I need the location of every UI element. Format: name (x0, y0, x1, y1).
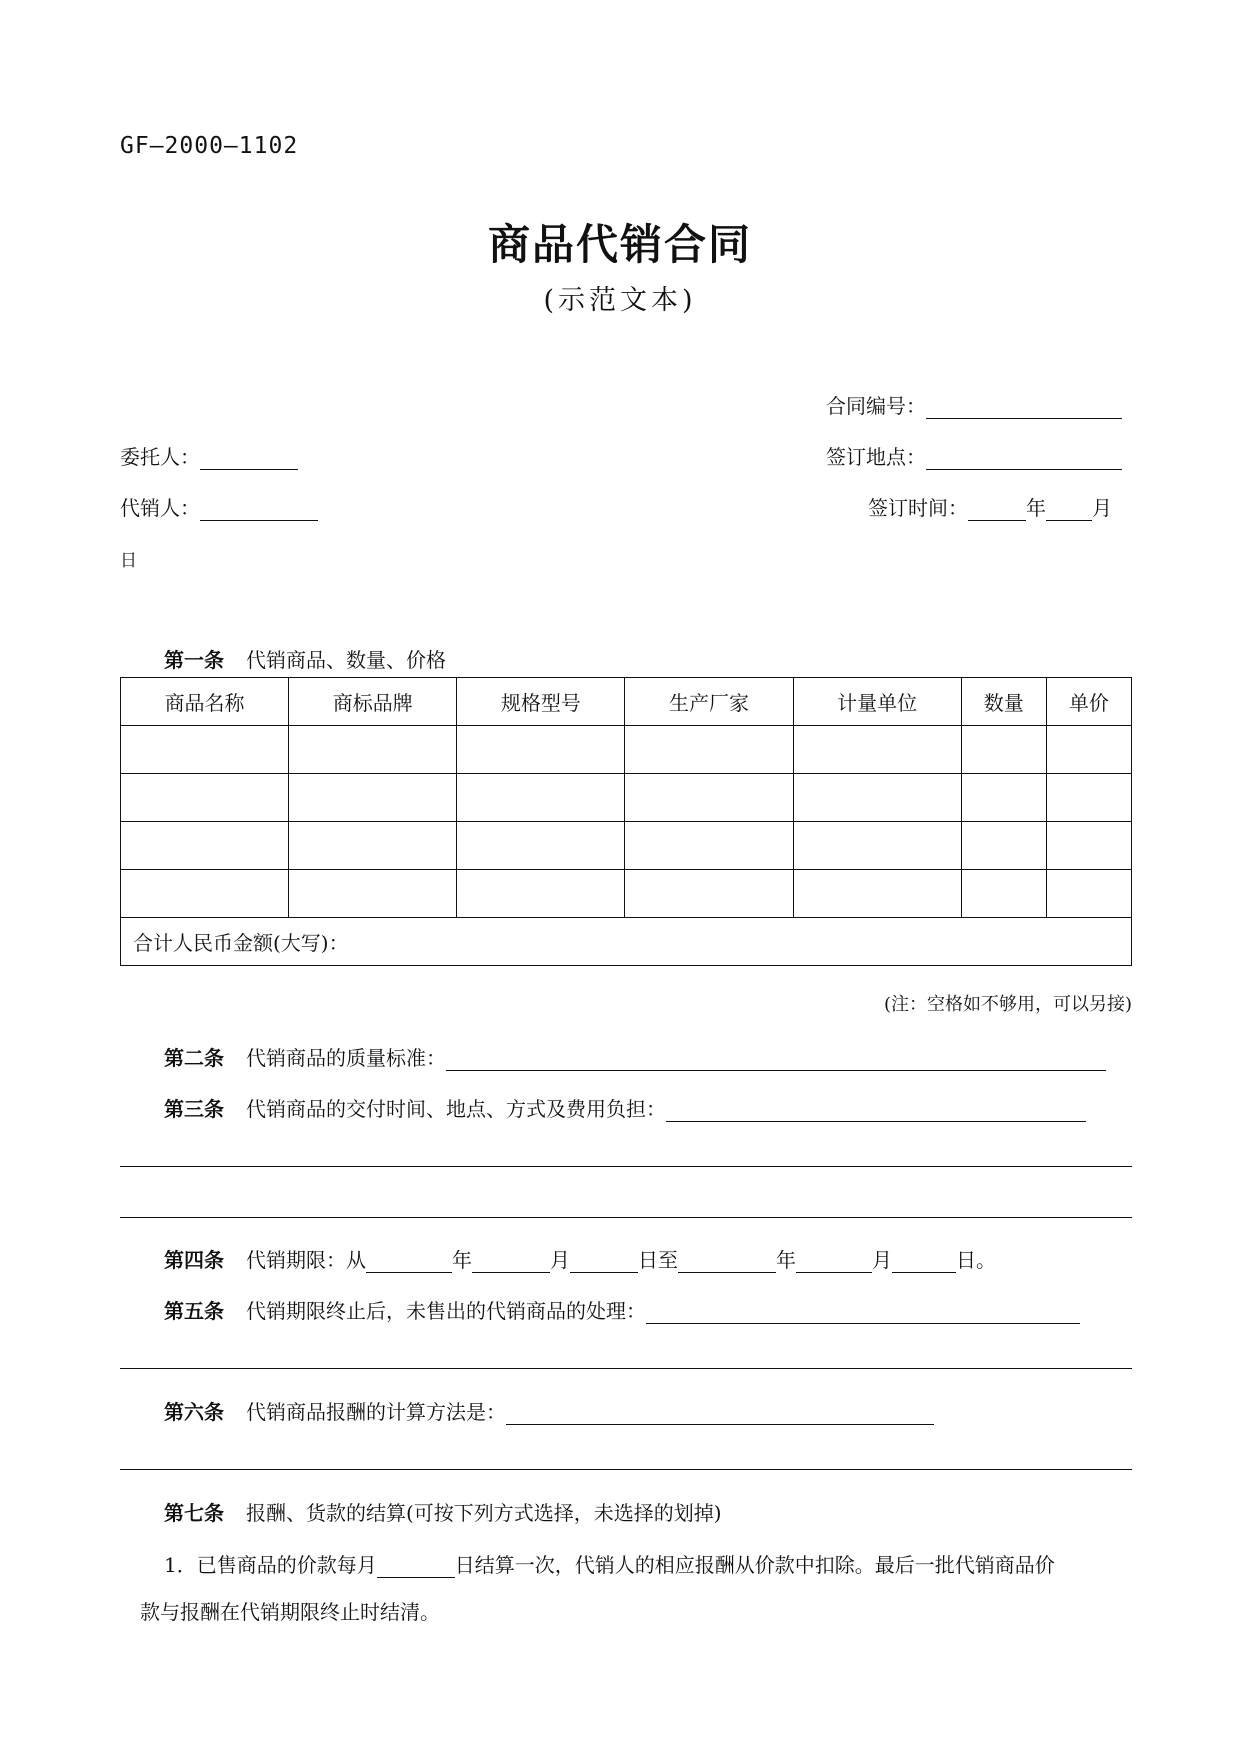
table-cell[interactable] (961, 774, 1046, 822)
sign-time-field (868, 492, 1112, 521)
header-unit: 计量单位 (793, 678, 961, 726)
header-brand: 商标品牌 (289, 678, 457, 726)
table-total-row (121, 918, 1132, 966)
article-2-number: 第二条 (164, 1046, 224, 1070)
article-1-number: 第一条 (164, 648, 224, 672)
table-cell[interactable] (121, 774, 289, 822)
table-row (121, 774, 1132, 822)
table-row (121, 726, 1132, 774)
contract-no-label: 合同编号： (826, 394, 926, 418)
header-product-name: 商品名称 (121, 678, 289, 726)
delivery-terms-line[interactable] (120, 1217, 1132, 1218)
end-month-blank[interactable] (796, 1250, 872, 1273)
article-5-text: 代销期限终止后，未售出的代销商品的处理： (246, 1299, 646, 1323)
table-cell[interactable] (793, 726, 961, 774)
header-quantity: 数量 (961, 678, 1046, 726)
article-5 (164, 1295, 1080, 1324)
end-month-label: 月 (872, 1248, 892, 1272)
principal-label: 委托人： (120, 445, 200, 469)
option-1-text-b: 日结算一次，代销人的相应报酬从价款中扣除。最后一批代销商品价 (454, 1553, 1055, 1577)
article-6 (164, 1396, 934, 1425)
contract-no-field (826, 390, 1122, 419)
article-3-text: 代销商品的交付时间、地点、方式及费用负担： (246, 1097, 666, 1121)
table-header-row (121, 678, 1132, 726)
sign-time-label: 签订时间： (868, 496, 968, 520)
delivery-terms-line[interactable] (120, 1166, 1132, 1167)
article-4-text: 代销期限：从 (246, 1248, 366, 1272)
article-3-number: 第三条 (164, 1097, 224, 1121)
sign-place-blank[interactable] (926, 447, 1122, 470)
table-cell[interactable] (289, 726, 457, 774)
table-cell[interactable] (793, 822, 961, 870)
option-1-text-a: 1．已售商品的价款每月 (164, 1553, 377, 1577)
table-cell[interactable] (793, 870, 961, 918)
goods-table (120, 677, 1132, 966)
contract-no-blank[interactable] (926, 396, 1122, 419)
sign-year-blank[interactable] (968, 498, 1026, 521)
sign-place-field (826, 441, 1122, 470)
table-cell[interactable] (457, 822, 625, 870)
principal-field (120, 441, 298, 470)
unsold-goods-line[interactable] (120, 1368, 1132, 1369)
header-price: 单价 (1046, 678, 1131, 726)
table-cell[interactable] (289, 774, 457, 822)
settlement-option-1 (164, 1549, 1055, 1578)
table-cell[interactable] (1046, 774, 1131, 822)
table-cell[interactable] (961, 822, 1046, 870)
table-cell[interactable] (1046, 870, 1131, 918)
header-manufacturer: 生产厂家 (625, 678, 793, 726)
article-5-number: 第五条 (164, 1299, 224, 1323)
remuneration-method-line[interactable] (120, 1469, 1132, 1470)
principal-blank[interactable] (200, 447, 298, 470)
table-cell[interactable] (793, 774, 961, 822)
start-year-label: 年 (452, 1248, 472, 1272)
table-cell[interactable] (625, 774, 793, 822)
start-year-blank[interactable] (366, 1250, 452, 1273)
table-cell[interactable] (1046, 726, 1131, 774)
table-cell[interactable] (121, 822, 289, 870)
article-2-text: 代销商品的质量标准： (246, 1046, 446, 1070)
start-day-label: 日至 (638, 1248, 678, 1272)
article-1-text: 代销商品、数量、价格 (246, 648, 446, 672)
total-amount-cell[interactable]: 合计人民币金额(大写)： (121, 918, 1132, 966)
sign-month-label: 月 (1092, 496, 1112, 520)
start-month-blank[interactable] (472, 1250, 550, 1273)
end-day-label: 日。 (956, 1248, 996, 1272)
article-2 (164, 1042, 1106, 1071)
table-cell[interactable] (457, 726, 625, 774)
sign-month-blank[interactable] (1046, 498, 1092, 521)
table-cell[interactable] (457, 774, 625, 822)
article-4-number: 第四条 (164, 1248, 224, 1272)
table-cell[interactable] (121, 870, 289, 918)
delivery-terms-blank[interactable] (666, 1099, 1086, 1122)
article-3 (164, 1093, 1086, 1122)
sign-day-label: 日 (120, 551, 137, 571)
table-cell[interactable] (121, 726, 289, 774)
table-cell[interactable] (625, 870, 793, 918)
table-cell[interactable] (457, 870, 625, 918)
end-year-blank[interactable] (678, 1250, 776, 1273)
article-7 (164, 1497, 722, 1526)
document-title: 商品代销合同 (487, 220, 752, 269)
document-subtitle: (示范文本) (543, 285, 697, 316)
table-cell[interactable] (625, 822, 793, 870)
table-cell[interactable] (625, 726, 793, 774)
table-cell[interactable] (289, 870, 457, 918)
table-note: (注：空格如不够用，可以另接) (883, 994, 1132, 1015)
agent-blank[interactable] (200, 498, 318, 521)
article-7-text: 报酬、货款的结算(可按下列方式选择，未选择的划掉) (246, 1501, 722, 1525)
option-1-text-c: 款与报酬在代销期限终止时结清。 (140, 1600, 440, 1624)
end-year-label: 年 (776, 1248, 796, 1272)
remuneration-method-blank[interactable] (506, 1402, 934, 1425)
article-4 (164, 1244, 996, 1273)
article-6-text: 代销商品报酬的计算方法是： (246, 1400, 506, 1424)
agent-label: 代销人： (120, 496, 200, 520)
sign-year-label: 年 (1026, 496, 1046, 520)
table-cell[interactable] (961, 870, 1046, 918)
table-cell[interactable] (961, 726, 1046, 774)
article-1 (164, 644, 446, 673)
table-row (121, 822, 1132, 870)
unsold-goods-blank[interactable] (646, 1301, 1080, 1324)
article-7-number: 第七条 (164, 1501, 224, 1525)
start-day-blank[interactable] (570, 1250, 638, 1273)
table-cell[interactable] (1046, 822, 1131, 870)
settlement-day-blank[interactable] (377, 1555, 455, 1578)
header-spec: 规格型号 (457, 678, 625, 726)
end-day-blank[interactable] (892, 1250, 956, 1273)
quality-standard-blank[interactable] (446, 1048, 1106, 1071)
table-row (121, 870, 1132, 918)
table-cell[interactable] (289, 822, 457, 870)
sign-place-label: 签订地点： (826, 445, 926, 469)
document-code: GF—2000—1102 (120, 133, 299, 159)
article-6-number: 第六条 (164, 1400, 224, 1424)
start-month-label: 月 (550, 1248, 570, 1272)
agent-field (120, 492, 318, 521)
